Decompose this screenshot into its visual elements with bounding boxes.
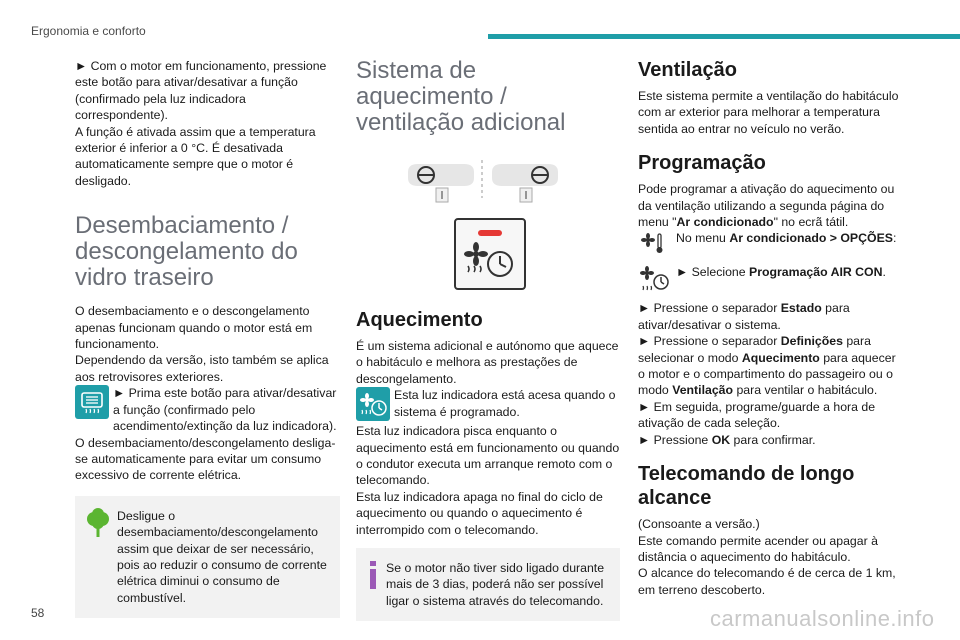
note-text: Se o motor não tiver sido ligado durante mais de 3 dias, poderá não ser possível ligar o sistema através do telecomando.: [386, 561, 605, 608]
paragraph: ► Pressione o separador Definições para selecionar o modo Aquecimento para aquecer o motor e o compartimento do passageiro ou o modo Ventilação para ventilar o habitáculo.: [638, 334, 896, 398]
rear-defrost-icon: [75, 385, 109, 419]
paragraph: O desembaciamento/descongelamento desliga-se automaticamente para evitar um consumo excessivo de corrente elétrica.: [75, 435, 336, 483]
paragraph: ► Em seguida, programe/guarde a hora de ativação de cada seleção.: [638, 399, 876, 431]
paragraph: Dependendo da versão, isto também se aplica aos retrovisores exteriores.: [75, 353, 329, 384]
eco-note: [75, 496, 340, 618]
header-bar: [488, 34, 960, 39]
paragraph: O desembaciamento e o descongelamento apenas funcionam quando o motor está em funcionamento.: [75, 304, 313, 352]
program-indicator-row: [356, 387, 620, 423]
info-icon: [366, 560, 380, 594]
paragraph: A função é ativada assim que a temperatura exterior é inferior a 0 °C. É desativada automaticamente sempre que o motor é desligado.: [75, 124, 316, 188]
paragraph: Esta luz indicadora está acesa quando o sistema é programado.: [394, 388, 616, 419]
seats-illustration: [402, 158, 562, 204]
rear-defrost-instruction: [75, 385, 340, 434]
page-number: 58: [31, 606, 45, 620]
paragraph: Este comando permite acender ou apagar à distância o aquecimento do habitáculo.: [638, 533, 878, 564]
header-title: Ergonomia e conforto: [31, 24, 146, 38]
paragraph: Esta luz indicadora apaga no final do ciclo de aquecimento ou quando o aquecimento é interrompido com o telecomando.: [356, 489, 603, 537]
heading-aquecimento: Aquecimento: [356, 309, 483, 331]
paragraph: No menu Ar condicionado > OPÇÕES:: [676, 231, 897, 246]
heading-telecomando: Telecomando de longo alcance: [638, 463, 855, 510]
column-3: [638, 58, 904, 598]
paragraph: ► Pressione o separador Estado para ativar/desativar o sistema.: [638, 301, 850, 332]
select-instruction: [638, 264, 904, 294]
section-heading-rear-defrost: Desembaciamento / descongelamento do vidro traseiro: [75, 212, 298, 292]
column-2: [356, 58, 620, 621]
climate-icon: [638, 230, 672, 264]
heater-timer-icon: [638, 264, 672, 298]
paragraph: ► Prima este botão para ativar/desativar a função (confirmado pelo acendimento/extinção da luz indicadora).: [113, 386, 337, 434]
heater-button-illustration: [454, 218, 526, 290]
heater-timer-icon: [356, 387, 390, 421]
column-1: [75, 58, 340, 618]
note-text: Desligue o desembaciamento/descongelamento assim que deixar de ser necessário, pois ao reduzir o consumo de corrente elétrica diminui o consumo de combustível.: [117, 508, 327, 605]
paragraph: É um sistema adicional e autónomo que aquece o habitáculo e melhora as prestações de descongelamento.: [356, 339, 619, 386]
paragraph: (Consoante a versão.): [638, 517, 760, 532]
section-heading-additional-heating: Sistema de aquecimento / ventilação adicional: [356, 57, 566, 136]
watermark: carmanualsonline.info: [710, 606, 935, 631]
heading-ventilacao: Ventilação: [638, 59, 737, 81]
info-note: [356, 548, 620, 621]
paragraph: Pode programar a ativação do aquecimento ou da ventilação utilizando a segunda página do menu "Ar condicionado" no ecrã tátil.: [638, 182, 895, 230]
paragraph: ► Com o motor em funcionamento, pressione este botão para ativar/desativar a função (confirmado pela luz indicadora correspondente).: [75, 59, 327, 123]
menu-instruction: [638, 230, 904, 260]
paragraph: Este sistema permite a ventilação do habitáculo com ar exterior para melhorar a temperatura sentida ao entrar no veículo no verão.: [638, 89, 899, 136]
paragraph: ► Pressione OK para confirmar.: [638, 432, 816, 447]
paragraph: ► Selecione Programação AIR CON.: [676, 265, 886, 280]
paragraph: Esta luz indicadora pisca enquanto o aquecimento está em funcionamento ou quando o condutor executa um arranque remoto com o telecomando.: [356, 424, 620, 488]
heading-programacao: Programação: [638, 152, 766, 175]
paragraph: O alcance do telecomando é de cerca de 1 km, em terreno descoberto.: [638, 566, 896, 597]
leaf-icon: [85, 508, 111, 542]
